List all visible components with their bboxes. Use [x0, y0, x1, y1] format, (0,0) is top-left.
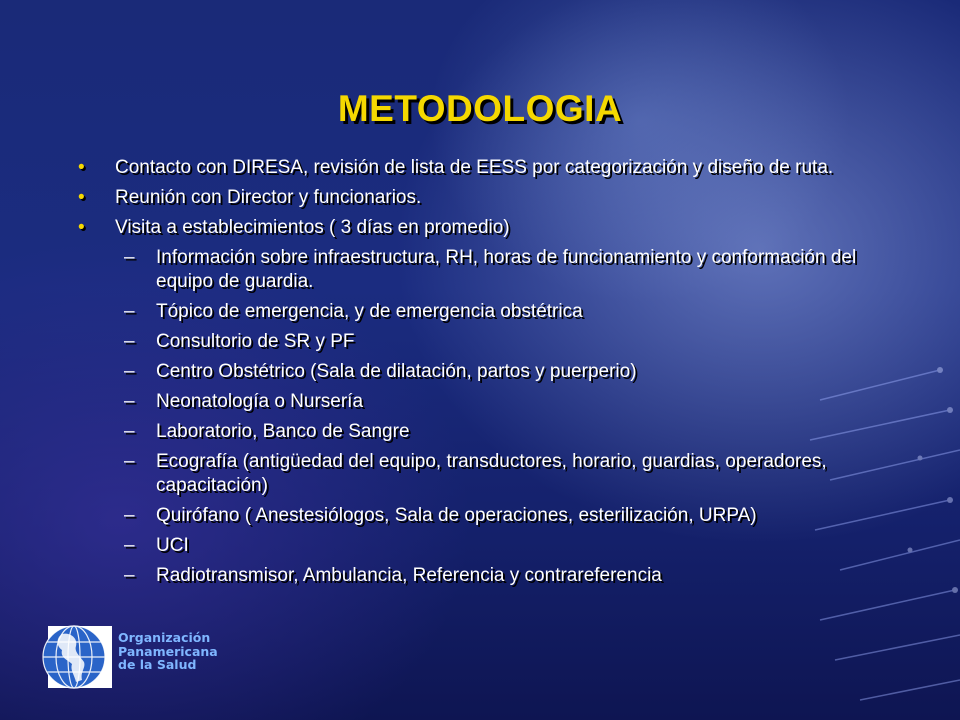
sub-item	[78, 300, 868, 324]
bullet-marker: •	[78, 217, 85, 238]
org-line-1: Organización	[118, 630, 211, 645]
sub-item-text: Ecografía (antigüedad del equipo, transductores, horario, guardias, operadores, capacitación)	[156, 451, 827, 496]
bullet-text: Contacto con DIRESA, revisión de lista de EESS por categorización y diseño de ruta.	[115, 157, 834, 178]
dash-marker: –	[124, 301, 135, 322]
dash-marker: –	[124, 451, 135, 472]
bullet-text: Visita a establecimientos ( 3 días en promedio)	[115, 217, 510, 238]
org-line-2: Panamericana	[118, 643, 218, 659]
sub-item	[78, 450, 868, 498]
paho-globe-logo-icon	[40, 622, 118, 692]
sub-item	[78, 534, 868, 558]
sub-item	[78, 360, 868, 384]
bullet-marker: •	[78, 157, 85, 178]
bullet-item	[78, 186, 868, 210]
sub-item-text: Consultorio de SR y PF	[156, 331, 355, 352]
sub-item-text: UCI	[156, 535, 189, 556]
sub-item-text: Radiotransmisor, Ambulancia, Referencia y contrareferencia	[156, 565, 662, 586]
sub-item	[78, 330, 868, 354]
bullet-marker: •	[78, 187, 85, 208]
sub-item-text: Centro Obstétrico (Sala de dilatación, partos y puerperio)	[156, 361, 637, 382]
sub-item-text: Neonatología o Nursería	[156, 391, 364, 412]
sub-item-text: Tópico de emergencia, y de emergencia obstétrica	[156, 301, 583, 322]
org-line-3: de la Salud	[118, 657, 197, 672]
slide-title: METODOLOGIA	[337, 88, 623, 129]
sub-item	[78, 246, 868, 294]
slide-content	[78, 156, 868, 594]
sub-item-text: Laboratorio, Banco de Sangre	[156, 421, 410, 442]
sub-item	[78, 504, 868, 528]
dash-marker: –	[124, 391, 135, 412]
organization-name	[118, 631, 218, 672]
bullet-item	[78, 156, 868, 180]
dash-marker: –	[124, 565, 135, 586]
sub-item	[78, 564, 868, 588]
bullet-text: Reunión con Director y funcionarios.	[115, 187, 422, 208]
sub-item	[78, 390, 868, 414]
dash-marker: –	[124, 535, 135, 556]
sub-item-text: Quirófano ( Anestesiólogos, Sala de operaciones, esterilización, URPA)	[156, 505, 757, 526]
sub-item	[78, 420, 868, 444]
dash-marker: –	[124, 331, 135, 352]
dash-marker: –	[124, 361, 135, 382]
dash-marker: –	[124, 421, 135, 442]
dash-marker: –	[124, 247, 135, 268]
bullet-item	[78, 216, 868, 240]
dash-marker: –	[124, 505, 135, 526]
sub-item-text: Información sobre infraestructura, RH, horas de funcionamiento y conformación del equipo de guardia.	[156, 247, 857, 292]
